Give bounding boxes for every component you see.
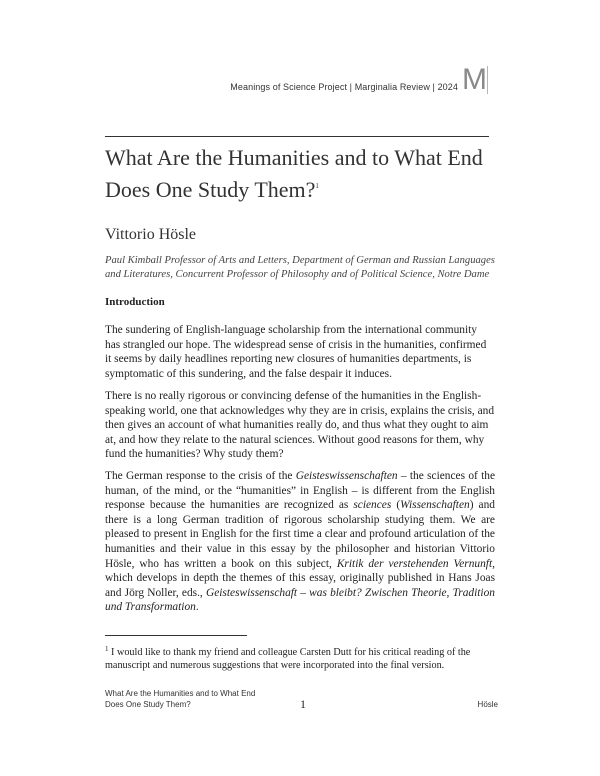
footnote (105, 643, 500, 673)
footnote-rule (105, 635, 247, 636)
p3-book-title: Kritik der verstehenden Vernunft (336, 557, 493, 570)
paragraph-3 (105, 469, 495, 615)
p3-text: ) and there is a long German tradition of rigorous scholarship studying them. We are pleased to present in English for the first time a clear and profound articulation of the humanities and their value in this essay by the philosopher and historian Vittorio Hösle, who has written a book on this subject, (105, 499, 495, 570)
section-heading: Introduction (105, 296, 165, 308)
p3-book-title: Geisteswissenschaft – was bleibt? Zwischen Theorie, Tradition und Transformation (105, 586, 495, 614)
journal-logo: M (462, 63, 487, 96)
footer-title-line-1: What Are the Humanities and to What End (105, 689, 256, 698)
p3-italic-term: sciences (353, 499, 392, 512)
p3-text: ( (391, 499, 401, 512)
footer-title-line-2: Does One Study Them? (105, 700, 191, 709)
p3-italic-term: Geisteswissenschaften (295, 470, 398, 482)
p3-text: – the sciences of the human, of the mind, or the “humanities” in English – is different from the English response because the humanities are recognized as (105, 470, 496, 512)
article-title-text: What Are the Humanities and to What End Does One Study Them? (105, 145, 483, 202)
footnote-marker: 1 (105, 645, 109, 653)
title-footnote-marker[interactable]: 1 (315, 182, 319, 190)
footnote-text: I would like to thank my friend and colleague Carsten Dutt for his critical reading of the manuscript and numerous suggestions that were incorporated into the final version. (105, 647, 471, 672)
footer-author: Hösle (477, 700, 498, 709)
title-rule (105, 136, 489, 137)
article-title (105, 143, 505, 204)
p3-text: , which develops in depth the themes of this essay, originally published in Hans Joas and Jörg Noller, eds., (105, 557, 495, 599)
p3-text: The German response to the crisis of the (105, 470, 296, 482)
paragraph-2: There is no really rigorous or convincing defense of the humanities in the English-speaking world, one that acknowledges why they are in crisis, explains the crisis, and then gives an account of what humanities really do, and thus what they ought to aim at, and how they relate to the natural sciences. Without good reasons for them, why fund the humanities? Why study them? (105, 390, 495, 461)
p3-text: . (195, 601, 199, 614)
author-affiliation: Paul Kimball Professor of Arts and Letters, Department of German and Russian Languages and Literatures, Concurrent Professor of Philosophy and of Political Science, Notre Dame (105, 255, 495, 280)
author-name: Vittorio Hösle (105, 226, 197, 243)
p3-italic-term: Wissenschaften (400, 499, 470, 512)
footer-title (105, 688, 305, 710)
paragraph-1: The sundering of English-language scholarship from the international community has strangled our hope. The widespread sense of crisis in the humanities, confirmed it seems by daily headlines reporting new closures of humanities departments, is symptomatic of this sundering, and the false despair it induces. (105, 324, 487, 380)
running-head: Meanings of Science Project | Marginalia Review | 2024 (230, 82, 458, 92)
page-number: 1 (300, 697, 306, 711)
logo-divider (487, 66, 488, 94)
